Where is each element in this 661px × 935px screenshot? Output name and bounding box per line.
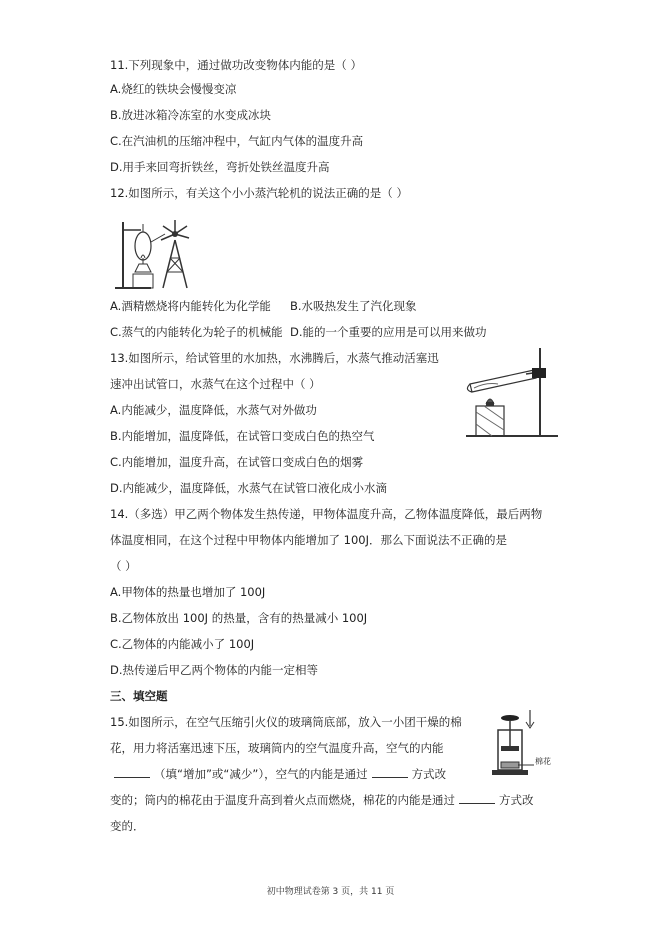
q14-stem-line3: （ ） [110,559,137,573]
q13-option-d: D.内能减少，温度降低，水蒸气在试管口液化成小水滴 [110,481,388,495]
section-heading: 三、填空题 [110,689,168,703]
q15-line4-end: 方式改 [499,793,534,807]
q15-line2: 花，用力将活塞迅速下压，玻璃筒内的空气温度升高，空气的内能 [110,741,444,755]
q15-line4-text: 变的；筒内的棉花由于温度升高到着火点而燃烧，棉花的内能是通过 [110,793,455,807]
steam-turbine-figure [113,212,198,290]
q15-blank-3[interactable] [459,793,495,804]
q12-option-d: D.能的一个重要的应用是可以用来做功 [290,325,487,339]
q15-blank-1[interactable] [114,767,150,778]
q15-line1: 15.如图所示，在空气压缩引火仪的玻璃筒底部，放入一小团干燥的棉 [110,715,462,729]
q14-option-a: A.甲物体的热量也增加了 100J [110,585,266,599]
q11-option-a: A.烧红的铁块会慢慢变凉 [110,82,237,96]
q13-option-c: C.内能增加，温度升高，在试管口变成白色的烟雾 [110,455,364,469]
q14-option-d: D.热传递后甲乙两个物体的内能一定相等 [110,663,319,677]
q12-option-b: B.水吸热发生了汽化现象 [290,299,417,313]
page-footer: 初中物理试卷第 3 页，共 11 页 [266,887,395,897]
q13-stem-line2: 速冲出试管口，水蒸气在这个过程中（ ） [110,377,321,391]
q11-option-b: B.放进冰箱冷冻室的水变成冰块 [110,108,272,122]
q15-line5: 变的． [110,819,145,833]
q15-line3-end: 方式改 [411,767,447,781]
q12-option-a: A.酒精燃烧将内能转化为化学能 [110,299,271,313]
q15-blank-2[interactable] [372,767,408,778]
air-compression-igniter-figure [488,708,568,780]
q14-stem-line1: 14.（多选）甲乙两个物体发生热传递，甲物体温度升高，乙物体温度降低，最后两物 [110,507,543,521]
q15-line3 [110,766,446,782]
test-tube-heating-figure [462,344,562,440]
q13-option-a: A.内能减少，温度降低，水蒸气对外做功 [110,403,317,417]
q14-option-c: C.乙物体的内能减小了 100J [110,637,255,651]
q13-option-b: B.内能增加，温度降低，在试管口变成白色的热空气 [110,429,375,443]
q13-stem-line1: 13.如图所示，给试管里的水加热，水沸腾后，水蒸气推动活塞迅 [110,351,439,365]
q15-line4 [110,792,534,808]
q14-option-b: B.乙物体放出 100J 的热量，含有的热量减小 100J [110,611,368,625]
q11-option-d: D.用手来回弯折铁丝，弯折处铁丝温度升高 [110,160,330,174]
q15-line3-text: （填“增加”或“减少”），空气的内能是通过 [154,767,368,781]
q12-option-c: C.蒸气的内能转化为轮子的机械能 [110,325,283,339]
q14-stem-line2: 体温度相同，在这个过程中甲物体内能增加了 100J．那么下面说法不正确的是 [110,533,507,547]
q11-stem: 11.下列现象中，通过做功改变物体内能的是（ ） [110,58,362,72]
q11-option-c: C.在汽油机的压缩冲程中，气缸内气体的温度升高 [110,134,364,148]
q12-stem: 12.如图所示，有关这个小小蒸汽轮机的说法正确的是（ ） [110,186,408,200]
cotton-label: 棉花 [535,757,551,766]
